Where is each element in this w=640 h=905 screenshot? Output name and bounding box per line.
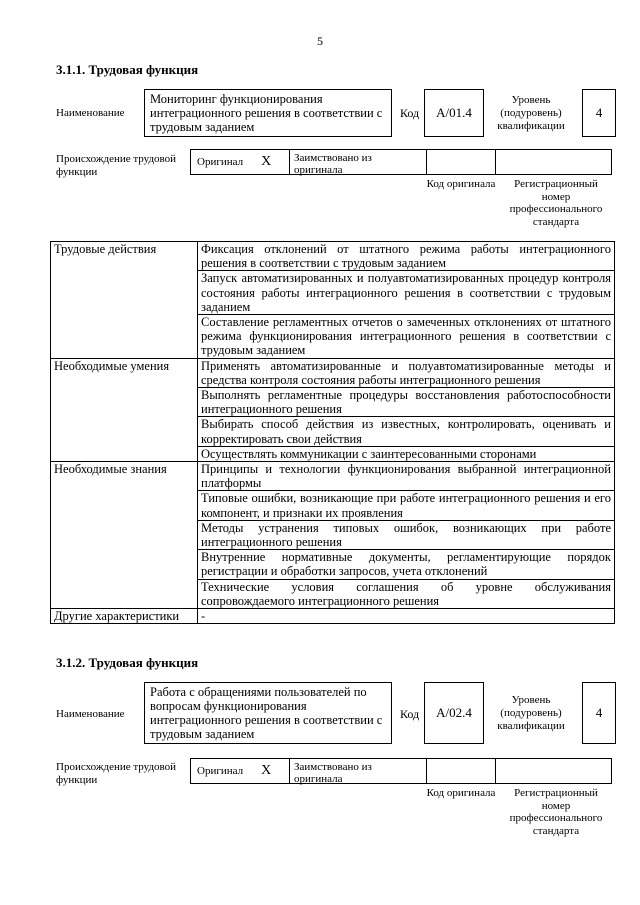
origin-mark-2: X xyxy=(261,763,272,778)
origin-reg-cell-1 xyxy=(495,149,612,175)
category-cell: Другие характеристики xyxy=(51,609,198,624)
caption-code-2: Код оригинала xyxy=(426,787,496,799)
description-cell: Запуск автоматизированных и полуавтоматизированных процедур контроля состояния работы интеграционного решения в соответствии с трудовым заданием xyxy=(198,271,615,315)
caption-reg-1: Регистрационный номер профессионального стандарта xyxy=(509,178,603,228)
origin-code-cell-2 xyxy=(426,758,496,784)
origin-original-label-1: Оригинал xyxy=(197,156,244,168)
description-cell: Осуществлять коммуникации с заинтересованными сторонами xyxy=(198,446,615,461)
caption-code-1: Код оригинала xyxy=(426,178,496,190)
description-cell: Выбирать способ действия из известных, контролировать, оценивать и корректировать свои действия xyxy=(198,417,615,446)
origin-original-label-2: Оригинал xyxy=(197,765,244,777)
category-cell: Необходимые знания xyxy=(51,462,198,609)
table-row xyxy=(51,609,615,624)
origin-borrowed-label-2: Заимствовано из оригинала xyxy=(289,758,427,784)
origin-borrowed-label-1: Заимствовано из оригинала xyxy=(289,149,427,175)
page-number: 5 xyxy=(317,34,323,48)
origin-label-2: Происхождение трудовой функции xyxy=(56,761,177,786)
section-title-2: 3.1.2. Трудовая функция xyxy=(56,655,199,670)
description-cell: - xyxy=(198,609,615,624)
code-label-1: Код xyxy=(400,106,420,120)
table-row xyxy=(51,242,615,271)
caption-reg-2: Регистрационный номер профессионального стандарта xyxy=(509,787,603,837)
origin-mark-1: X xyxy=(261,154,272,169)
description-cell: Методы устранения типовых ошибок, возникающих при работе интеграционного решения xyxy=(198,520,615,549)
code-value-box-1: А/01.4 xyxy=(424,89,484,137)
function-name-box-2: Работа с обращениями пользователей по вопросам функционирования интеграционного решения в соответствии с трудовым заданием xyxy=(144,682,392,744)
origin-row-2 xyxy=(190,758,612,784)
category-cell: Необходимые умения xyxy=(51,358,198,461)
description-cell: Технические условия соглашения об уровне обслуживания сопровождаемого интеграционного решения xyxy=(198,579,615,608)
description-cell: Применять автоматизированные и полуавтоматизированные методы и средства контроля состояния работы интеграционного решения xyxy=(198,358,615,387)
code-value-box-2: А/02.4 xyxy=(424,682,484,744)
origin-label-1: Происхождение трудовой функции xyxy=(56,153,177,178)
origin-row-1 xyxy=(190,149,612,175)
section-title-1: 3.1.1. Трудовая функция xyxy=(56,62,199,77)
name-label-2: Наименование xyxy=(56,708,125,720)
category-cell: Трудовые действия xyxy=(51,242,198,359)
description-cell: Типовые ошибки, возникающие при работе интеграционного решения и его компонент, и признаки их проявления xyxy=(198,491,615,520)
table-row xyxy=(51,358,615,387)
level-value-box-2: 4 xyxy=(582,682,616,744)
table-row xyxy=(51,462,615,491)
level-label-2: Уровень (подуровень) квалификации xyxy=(497,694,565,732)
description-cell: Составление регламентных отчетов о замеченных отклонениях от штатного режима функционирования интеграционного решения в соответствии с трудовым заданием xyxy=(198,315,615,359)
description-cell: Принципы и технологии функционирования выбранной интеграционной платформы xyxy=(198,462,615,491)
labor-function-table xyxy=(50,241,615,624)
function-name-box-1: Мониторинг функционирования интеграционного решения в соответствии с трудовым заданием xyxy=(144,89,392,137)
level-label-1: Уровень (подуровень) квалификации xyxy=(497,94,565,132)
description-cell: Фиксация отклонений от штатного режима работы интеграционного решения в соответствии с трудовым заданием xyxy=(198,242,615,271)
name-label-1: Наименование xyxy=(56,107,125,119)
description-cell: Внутренние нормативные документы, регламентирующие порядок регистрации и обработки запросов, учета отклонений xyxy=(198,550,615,579)
origin-code-cell-1 xyxy=(426,149,496,175)
level-value-box-1: 4 xyxy=(582,89,616,137)
code-label-2: Код xyxy=(400,707,420,721)
description-cell: Выполнять регламентные процедуры восстановления работоспособности интеграционного решения xyxy=(198,388,615,417)
origin-reg-cell-2 xyxy=(495,758,612,784)
